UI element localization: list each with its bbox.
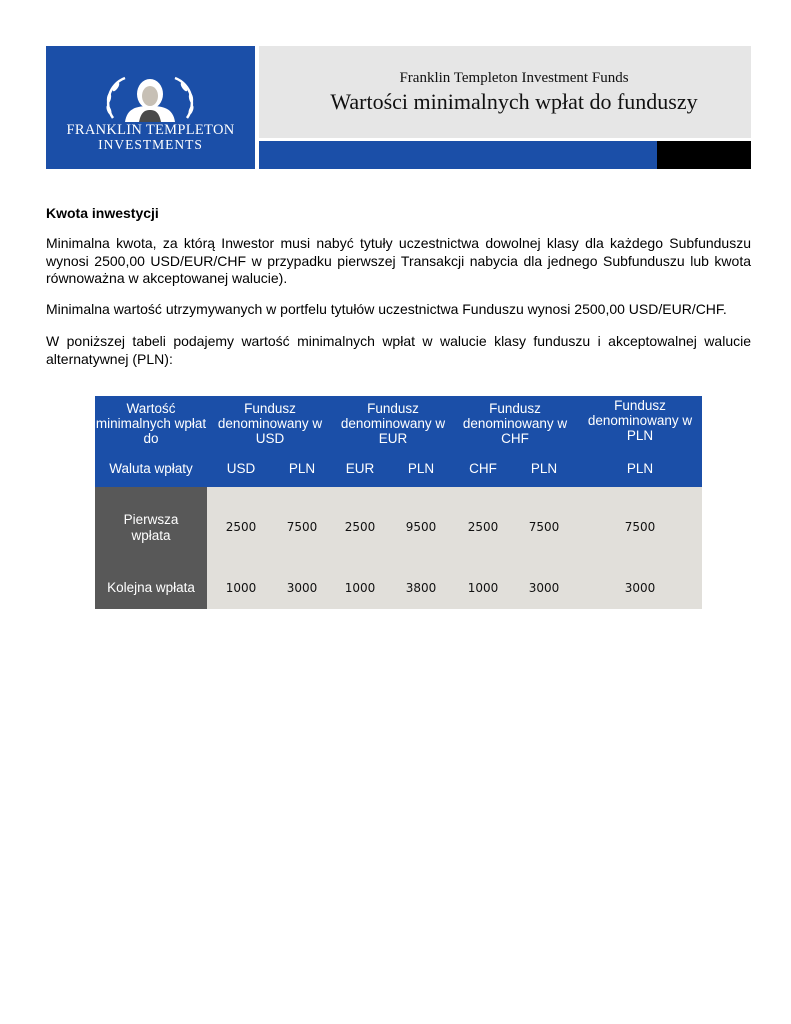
- currency-header: PLN: [626, 461, 654, 476]
- currency-header: EUR: [345, 461, 375, 476]
- column-group-eur: Fundusz denominowany w EUR: [340, 401, 446, 446]
- column-group-pln: Fundusz denominowany w PLN: [587, 398, 693, 443]
- header-subtitle: Franklin Templeton Investment Funds: [399, 70, 629, 86]
- logo-wordmark-line1: FRANKLIN TEMPLETON: [66, 122, 235, 138]
- header-accent-bar: [259, 141, 657, 169]
- table-cell: 3000: [624, 581, 656, 595]
- page-title: Wartości minimalnych wpłat do funduszy: [330, 89, 698, 114]
- table-cell: 7500: [624, 520, 656, 534]
- table-cell: 2500: [467, 520, 499, 534]
- minimum-payments-table: [95, 396, 702, 609]
- table-cell: 2500: [344, 520, 376, 534]
- table-cell: 7500: [528, 520, 560, 534]
- currency-header: PLN: [530, 461, 558, 476]
- currency-header: USD: [226, 461, 256, 476]
- logo-wordmark-line2: INVESTMENTS: [98, 137, 203, 152]
- table-corner-label: Wartość minimalnych wpłat do: [95, 401, 207, 446]
- table-cell: 7500: [286, 520, 318, 534]
- row-label-subsequent-payment: Kolejna wpłata: [107, 580, 195, 595]
- currency-header: PLN: [288, 461, 316, 476]
- currency-header: PLN: [407, 461, 435, 476]
- table-cell: 1000: [225, 581, 257, 595]
- column-group-chf: Fundusz denominowany w CHF: [462, 401, 568, 446]
- section-title: Kwota inwestycji: [46, 205, 159, 221]
- table-cell: 1000: [344, 581, 376, 595]
- paragraph-minimum-amount: Minimalna kwota, za którą Inwestor musi nabyć tytuły uczestnictwa dowolnej klasy dla każdego Subfunduszu wynosi 2500,00 USD/EUR/CHF w przypadku pierwszej Transakcji nabycia dla jednego Subfunduszu lub kwota równoważna w akceptowanej walucie).: [46, 235, 751, 286]
- column-group-usd: Fundusz denominowany w USD: [217, 401, 323, 446]
- paragraph-table-intro: W poniższej tabeli podajemy wartość minimalnych wpłat w walucie klasy funduszu i akceptowalnej walucie alternatywnej (PLN):: [46, 333, 751, 367]
- table-cell: 3000: [528, 581, 560, 595]
- table-cell: 3000: [286, 581, 318, 595]
- currency-row-label: Waluta wpłaty: [109, 461, 193, 476]
- row-label-first-payment: Pierwsza wpłata: [123, 512, 179, 543]
- table-cell: 3800: [405, 581, 437, 595]
- benjamin-franklin-portrait-icon: [95, 70, 205, 122]
- table-cell: 9500: [405, 520, 437, 534]
- table-cell: 2500: [225, 520, 257, 534]
- header-accent-block: [657, 141, 751, 169]
- table-cell: 1000: [467, 581, 499, 595]
- paragraph-minimum-holding: Minimalna wartość utrzymywanych w portfelu tytułów uczestnictwa Funduszu wynosi 2500,00 USD/EUR/CHF.: [46, 301, 727, 317]
- currency-header: CHF: [469, 461, 497, 476]
